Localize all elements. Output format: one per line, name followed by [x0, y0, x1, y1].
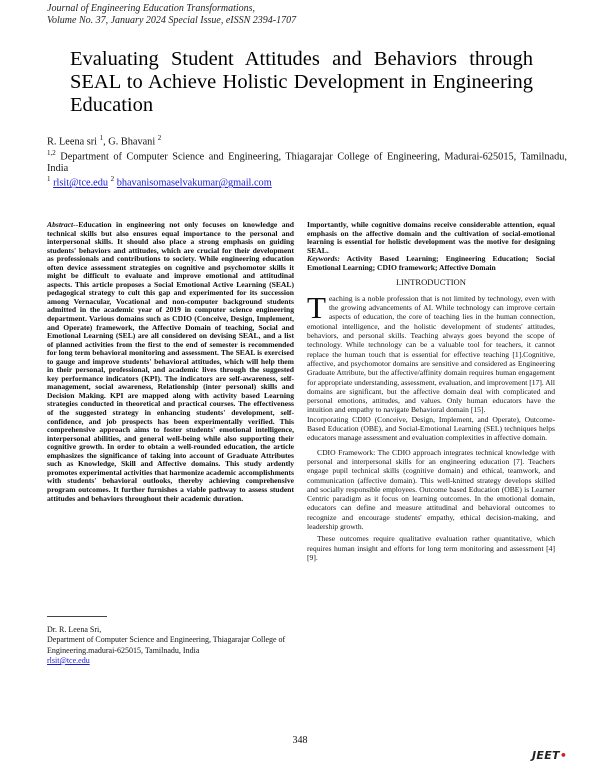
- footnote-rule: [47, 616, 107, 617]
- logo-dot-icon: •: [559, 749, 568, 762]
- jeet-logo: [532, 749, 567, 762]
- drop-cap: T: [307, 289, 326, 325]
- author-emails: [47, 174, 567, 189]
- author-names: [47, 133, 567, 148]
- author-affiliation: [47, 148, 567, 174]
- affiliation-text: Department of Computer Science and Engineering, Thiagarajar College of Engineering, Madurai-625015, Tamilnadu, India: [47, 151, 567, 174]
- right-column: [307, 221, 555, 562]
- email-link-2[interactable]: bhavanisomaselvakumar@gmail.com: [116, 177, 272, 189]
- paper-title: Evaluating Student Attitudes and Behaviors through SEAL to Achieve Holistic Development in Engineering Education: [70, 48, 533, 116]
- author-1-sup: 1: [99, 134, 104, 142]
- affiliation-sup: 1,2: [47, 148, 56, 157]
- footnote-department: Department of Computer Science and Engineering, Thiagarajar College of Engineering.madurai-625015, Tamilnadu, India: [47, 635, 286, 655]
- keywords-text: Activity Based Learning; Engineering Education; Social Emotional Learning; CDIO framework; Affective Domain: [307, 254, 555, 272]
- abstract-continued: Importantly, while cognitive domains receive considerable attention, equal emphasis on the affective domain and the cultivation of social-emotional learning is essential for holistic development was the motive for designing SEAL.: [307, 220, 555, 255]
- logo-text: JEET: [532, 749, 560, 762]
- abstract: [47, 221, 294, 503]
- keywords-label: Keywords:: [307, 254, 340, 264]
- author-2: G. Bhavani: [108, 136, 156, 148]
- intro-paragraph-1-text: eaching is a noble profession that is not limited by technology, even with the growing advancements of AI. While technology can improve certain aspects of education, the core of teaching lies in the human connection, emotional intelligence, and the holistic development of students' attitudes, behaviors, and personal skills. Teaching always goes beyond the scope of technology. While technology can be a valuable tool for teachers, it cannot replace the human touch that is essential for effective teaching [1].Cognitive, affective, and psychomotor domains are sensitive and considered as Engineering Graduate Attribute, but the affective/affinity domain requires human engagement for appropriate understanding, assessment, evaluation, and improvement [17]. All domains are significant, but the affective domain deal with complicated and personal emotions, attitudes, and values. Only human educators have the intuition and empathy to navigate Behavioral domain [15].: [307, 293, 555, 415]
- abstract-text: --Education in engineering not only focuses on knowledge and technical skills but also ensures equal importance to the personal and interpersonal skills. It should also place a strong emphasis on guiding students' behaviors and attitudes, which are crucial for their development as professionals and contributions to society. While engineering education often device assessment strategies on cognitive and psychomotor skills it might be difficult to evaluate and improve emotional and attitudinal aspects. This article proposes a Social Emotional Active Learning (SEAL) pedagogical strategy to cult this gap and experimented for its succession among Vernacular, Vocational and non-computer background students admitted in the academic year of 2019 in computer science engineering department. Various domains such as CDIO (Conceive, Design, Implement, and Operate) framework, the Affective Domain of teaching, Social and Emotional Learning (SEL) are all considered on devising SEAL, and a list of planned activities from the first to the end of semester is recommended for long term behavioral monitoring and assessment. The SEAL is exercised to gauge and improve students' behavioral attitudes, which will help them in their personal, professional, and academic lives through the suggested key performance indicators (KPI). The indicators are self-awareness, self-management, social awareness, Relationship (inter personal) skills and Decision Making. KPI are mapped along with activity based Learning strategies conducted in theoretical and practical courses. The effectiveness of the suggested strategy in enhancing students' development, self-confidence, and job prospects has been experimentally verified. This comprehensive approach aims to foster students' emotional intelligence, interpersonal abilities, and general well-being while also supporting their cognitive growth. In order to obtain a well-rounded education, the article emphasizes the significance of taking into account of Graduate Attributes such as Knowledge, Skill and Affective domains. This study ardently promotes experimental activities that harmonize academic accomplishments with students' behavioral outlooks, thereby achieving comprehensive program outcomes. It further furnishes a viable pathway to assess student attitudes and behaviors throughout their academic duration.: [47, 220, 294, 503]
- author-separator: ,: [103, 136, 109, 148]
- abstract-label: Abstract: [47, 220, 74, 229]
- footnote-name: Dr. R. Leena Sri,: [47, 625, 102, 634]
- email-1-sup: 1: [47, 175, 51, 184]
- intro-paragraph-2: Incorporating CDIO (Conceive, Design, Implement, and Operate), Outcome-Based Education (OBE), and Social-Emotional Learning (SEL) techniques helps educators manage assessment and evaluation complexities in affective domain.: [307, 414, 555, 443]
- intro-paragraph-1: [307, 289, 555, 415]
- section-heading-introduction: I.INTRODUCTION: [396, 276, 466, 287]
- email-2-sup: 2: [110, 175, 115, 184]
- footnote-email-link[interactable]: rlsit@tce.edu: [47, 655, 90, 665]
- email-link-1[interactable]: rlsit@tce.edu: [53, 177, 109, 189]
- author-block: [47, 133, 567, 189]
- author-1: R. Leena sri: [47, 136, 98, 148]
- keywords: [307, 255, 555, 272]
- journal-volume: Volume No. 37, January 2024 Special Issue, eISSN 2394-1707: [47, 15, 297, 26]
- journal-name: Journal of Engineering Education Transformations,: [47, 3, 256, 14]
- author-2-sup: 2: [157, 134, 162, 142]
- intro-paragraph-3: CDIO Framework: The CDIO approach integrates technical knowledge with personal and interpersonal skills for an engineering education [7]. Teachers engage pupil technical skills (cognitive domain) and ethical, teamwork, and communication (affective domain). This well-knitted strategy develops skilled and socially responsible employees. Outcome based Education (OBE) is Learner Centric paradigm as it focus on learning outcomes. In the emotional domain, educators can define and measure attitudinal and behavioral outcomes to recognize and encourage students' empathy, ethical decision-making, and leadership growth.: [307, 447, 555, 531]
- journal-header: [47, 3, 567, 27]
- left-column: [47, 221, 294, 503]
- footnote-affiliation: [47, 625, 294, 666]
- page-number: 348: [292, 735, 308, 746]
- intro-paragraph-4: These outcomes require qualitative evaluation rather quantitative, which requires human insight and efforts for long term monitoring and assessment [4] [9].: [307, 534, 555, 562]
